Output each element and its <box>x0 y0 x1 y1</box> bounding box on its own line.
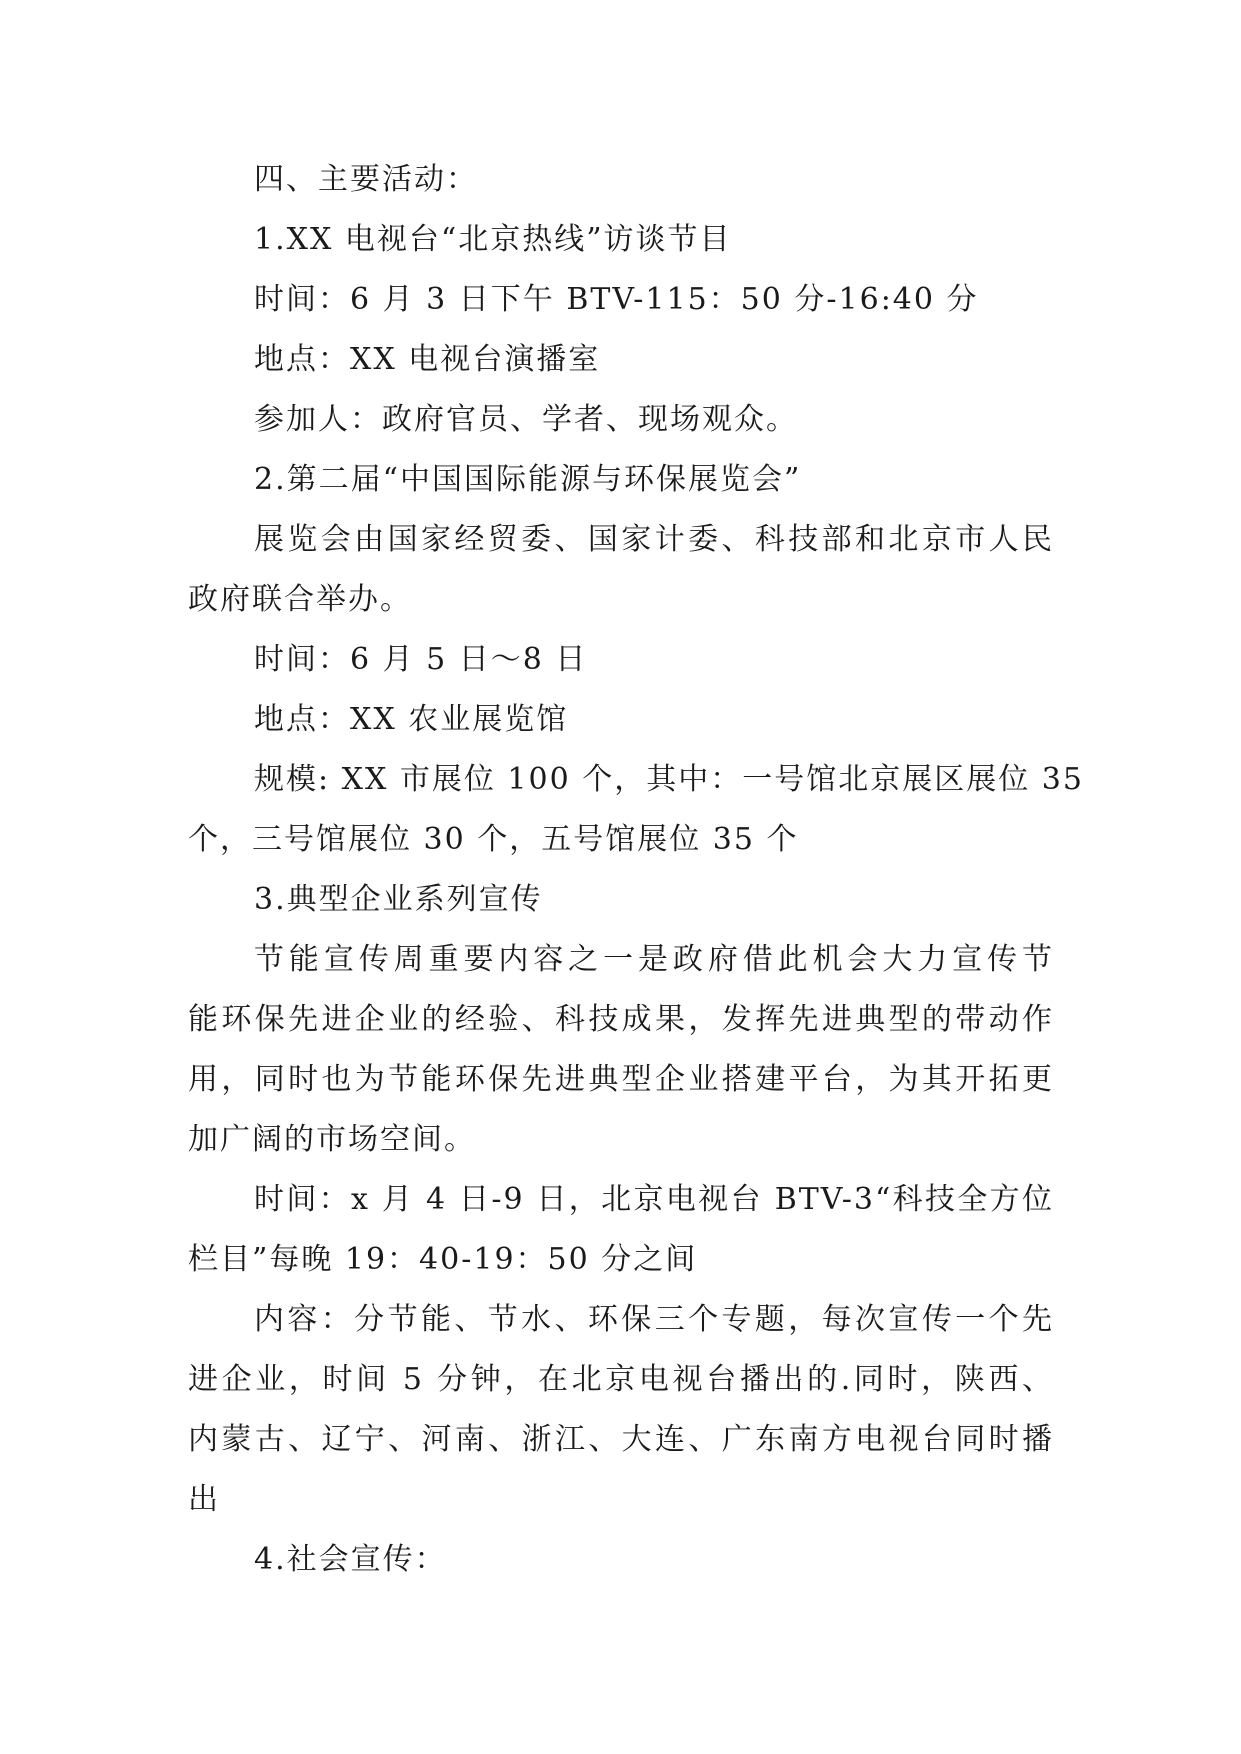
activity-3-desc-line-4: 加广阔的市场空间。 <box>188 1122 476 1157</box>
activity-2-title: 2.第二届“中国国际能源与环保展览会” <box>254 462 802 497</box>
activity-2-organizers-line-2: 政府联合举办。 <box>188 582 412 617</box>
activity-3-time-line-1: 时间：x 月 4 日-9 日，北京电视台 BTV-3“科技全方位 <box>254 1182 1054 1217</box>
activity-3-title: 3.典型企业系列宣传 <box>254 882 543 917</box>
activity-2-scale-line-1: 规模: XX 市展位 100 个，其中：一号馆北京展区展位 35 <box>254 762 1084 797</box>
activity-2-organizers-line-1: 展览会由国家经贸委、国家计委、科技部和北京市人民 <box>254 522 1054 557</box>
activity-2-scale-line-2: 个，三号馆展位 30 个，五号馆展位 35 个 <box>188 822 799 857</box>
document-body <box>188 150 1084 1590</box>
activity-3-desc-line-2: 能环保先进企业的经验、科技成果，发挥先进典型的带动作 <box>188 1002 1054 1037</box>
activity-3-desc-line-1: 节能宣传周重要内容之一是政府借此机会大力宣传节 <box>254 942 1054 977</box>
activity-3-time-line-2: 栏目”每晚 19：40-19：50 分之间 <box>188 1242 698 1277</box>
activity-1-participants: 参加人：政府官员、学者、现场观众。 <box>254 402 798 437</box>
activity-1-title: 1.XX 电视台“北京热线”访谈节目 <box>254 222 732 257</box>
activity-1-time: 时间：6 月 3 日下午 BTV-115：50 分-16:40 分 <box>254 282 979 317</box>
activity-1-location: 地点：XX 电视台演播室 <box>254 342 601 377</box>
activity-3-desc-line-3: 用，同时也为节能环保先进典型企业搭建平台，为其开拓更 <box>188 1062 1054 1097</box>
activity-4-title: 4.社会宣传： <box>254 1542 447 1577</box>
activity-3-content-line-1: 内容：分节能、节水、环保三个专题，每次宣传一个先 <box>254 1302 1054 1337</box>
activity-2-time: 时间：6 月 5 日～8 日 <box>254 642 588 677</box>
activity-3-content-line-2: 进企业，时间 5 分钟，在北京电视台播出的.同时，陕西、 <box>188 1362 1054 1397</box>
activity-3-content-line-4: 出 <box>188 1482 220 1517</box>
activity-3-content-line-3: 内蒙古、辽宁、河南、浙江、大连、广东南方电视台同时播 <box>188 1422 1054 1457</box>
activity-2-location: 地点：XX 农业展览馆 <box>254 702 569 737</box>
section-heading-main-activities: 四、主要活动： <box>254 162 478 197</box>
